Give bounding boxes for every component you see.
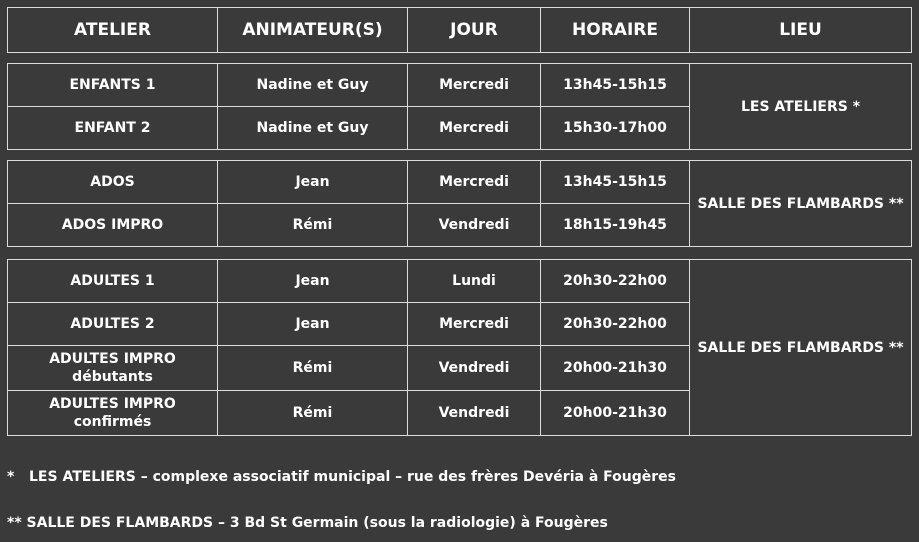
jour-cell: Mercredi [408,107,541,150]
horaire-cell: 20h30-22h00 [541,260,690,303]
atelier-line1: ADULTES IMPRO [49,396,176,412]
footnote-marker: ** [7,515,22,531]
lieu-cell: LES ATELIERS * [690,64,912,150]
atelier-cell: ADULTES 2 [8,303,218,346]
jour-cell: Vendredi [408,204,541,247]
animateur-cell: Nadine et Guy [218,107,408,150]
header-horaire: HORAIRE [541,8,690,53]
group-adultes-table [7,259,912,436]
animateur-cell: Rémi [218,346,408,391]
jour-cell: Mercredi [408,303,541,346]
horaire-cell: 15h30-17h00 [541,107,690,150]
animateur-cell: Nadine et Guy [218,64,408,107]
atelier-cell: ADOS [8,161,218,204]
jour-cell: Vendredi [408,391,541,436]
atelier-cell: ENFANTS 1 [8,64,218,107]
animateur-cell: Jean [218,260,408,303]
atelier-cell: ADOS IMPRO [8,204,218,247]
jour-cell: Mercredi [408,161,541,204]
horaire-cell: 20h00-21h30 [541,346,690,391]
group-ados-table [7,160,912,247]
atelier-cell: ENFANT 2 [8,107,218,150]
lieu-cell: SALLE DES FLAMBARDS ** [690,161,912,247]
header-animateurs: ANIMATEUR(S) [218,8,408,53]
horaire-cell: 18h15-19h45 [541,204,690,247]
atelier-line2: confirmés [73,414,152,430]
jour-cell: Mercredi [408,64,541,107]
horaire-cell: 13h45-15h15 [541,161,690,204]
animateur-cell: Jean [218,161,408,204]
atelier-cell: ADULTES 1 [8,260,218,303]
horaire-cell: 20h30-22h00 [541,303,690,346]
header-row [8,8,912,53]
lieu-cell: SALLE DES FLAMBARDS ** [690,260,912,436]
animateur-cell: Jean [218,303,408,346]
footnote-text: LES ATELIERS – complexe associatif municipal – rue des frères Devéria à Fougères [29,469,676,485]
header-jour: JOUR [408,8,541,53]
jour-cell: Vendredi [408,346,541,391]
atelier-line1: ADULTES IMPRO [49,351,176,367]
header-atelier: ATELIER [8,8,218,53]
atelier-line2: débutants [72,369,153,385]
schedule-header-table [7,7,912,53]
header-lieu: LIEU [690,8,912,53]
footnote-ateliers [7,468,676,486]
horaire-cell: 20h00-21h30 [541,391,690,436]
atelier-cell [8,346,218,391]
group-enfants-table [7,63,912,150]
animateur-cell: Rémi [218,204,408,247]
footnote-marker: * [7,469,15,485]
atelier-cell [8,391,218,436]
table-row [8,260,912,303]
jour-cell: Lundi [408,260,541,303]
table-row [8,64,912,107]
footnote-text: SALLE DES FLAMBARDS – 3 Bd St Germain (sous la radiologie) à Fougères [26,515,608,531]
table-row [8,161,912,204]
animateur-cell: Rémi [218,391,408,436]
footnote-flambards [7,514,608,532]
horaire-cell: 13h45-15h15 [541,64,690,107]
